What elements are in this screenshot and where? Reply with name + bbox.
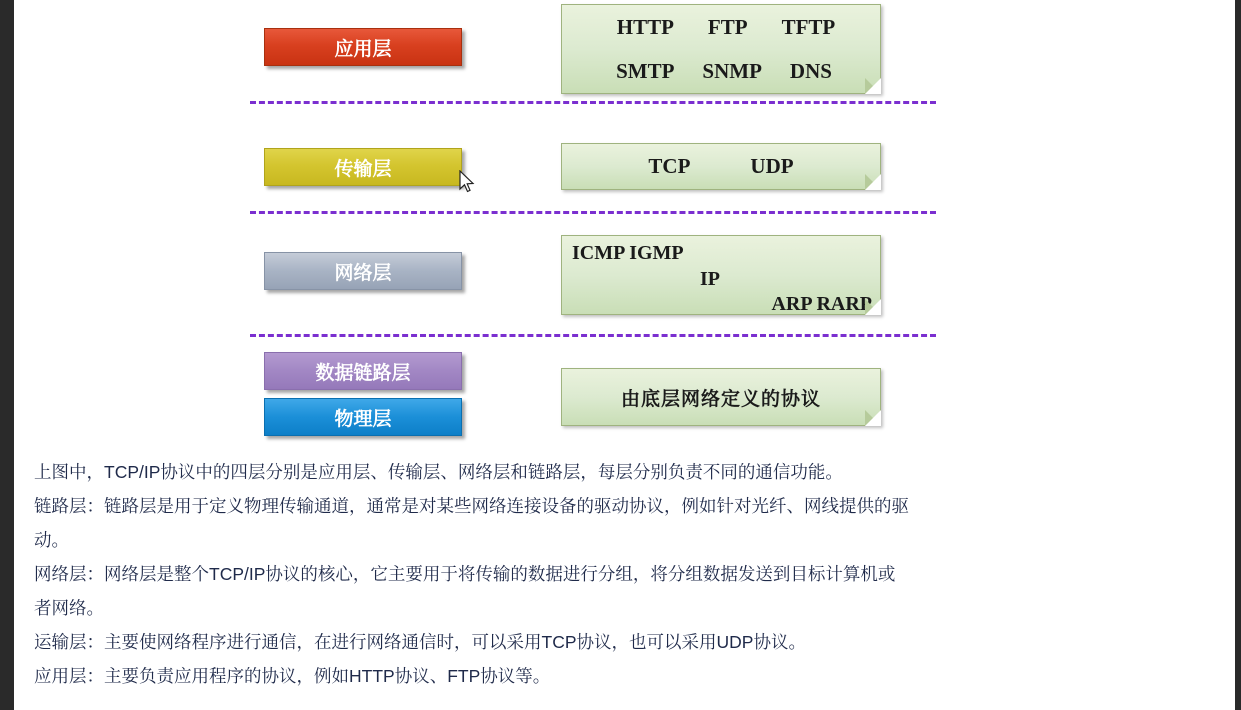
protocol-tftp: TFTP [781, 15, 836, 39]
note-fold-corner-icon [865, 78, 881, 94]
protocol-note-physical [561, 368, 881, 426]
protocol-row-application-1 [562, 5, 880, 50]
protocol-ip: IP [700, 268, 720, 290]
note-fold-corner-icon [865, 299, 881, 315]
protocol-arp-rarp: ARP RARP [771, 293, 872, 315]
protocol-http: HTTP [616, 15, 674, 39]
protocol-note-transport [561, 143, 881, 190]
layer-label-network: 网络层 [334, 262, 392, 284]
protocol-row-physical-1 [562, 369, 880, 425]
layer-box-network [264, 252, 462, 290]
protocol-row-transport-1 [562, 144, 880, 189]
paragraph-1: 上图中，TCP/IP协议中的四层分别是应用层、传输层、网络层和链路层，每层分别负责不同的通信功能。 [34, 462, 843, 482]
protocol-underlying-network: 由底层网络定义的协议 [620, 388, 821, 410]
layer-label-physical: 物理层 [334, 408, 392, 430]
paragraph-7: 应用层：主要负责应用程序的协议，例如HTTP协议、FTP协议等。 [34, 666, 551, 686]
mouse-cursor-icon [459, 170, 475, 194]
layer-label-datalink: 数据链路层 [315, 362, 411, 384]
layer-separator-2 [250, 211, 936, 214]
paragraph-2: 链路层：链路层是用于定义物理传输通道，通常是对某些网络连接设备的驱动协议，例如针对光纤、网线提供的驱 [34, 496, 909, 516]
layer-box-datalink [264, 352, 462, 390]
protocol-note-network [561, 235, 881, 315]
protocol-tcp: TCP [648, 154, 691, 178]
paragraph-4: 网络层：网络层是整个TCP/IP协议的核心，它主要用于将传输的数据进行分组，将分组数据发送到目标计算机或 [34, 564, 896, 584]
protocol-smtp: SMTP [616, 58, 675, 83]
paragraph-3: 动。 [34, 530, 69, 550]
layer-separator-1 [250, 101, 936, 104]
layer-box-application [264, 28, 462, 66]
protocol-dns: DNS [789, 58, 832, 83]
paragraph-5: 者网络。 [34, 598, 104, 618]
protocol-note-application [561, 4, 881, 94]
explanation-text [34, 455, 1214, 693]
layer-label-application: 应用层 [334, 38, 392, 60]
note-fold-corner-icon [865, 174, 881, 190]
paragraph-6: 运输层：主要使网络程序进行通信，在进行网络通信时，可以采用TCP协议，也可以采用UDP协议。 [34, 632, 806, 652]
layer-separator-3 [250, 334, 936, 337]
protocol-snmp: SNMP [702, 58, 762, 83]
layer-label-transport: 传输层 [334, 158, 392, 180]
protocol-ftp: FTP [707, 15, 748, 39]
protocol-row-application-2 [562, 50, 880, 92]
layer-box-physical [264, 398, 462, 436]
protocol-icmp-igmp: ICMP IGMP [572, 242, 684, 264]
note-fold-corner-icon [865, 410, 881, 426]
protocol-udp: UDP [750, 154, 794, 178]
layer-box-transport [264, 148, 462, 186]
